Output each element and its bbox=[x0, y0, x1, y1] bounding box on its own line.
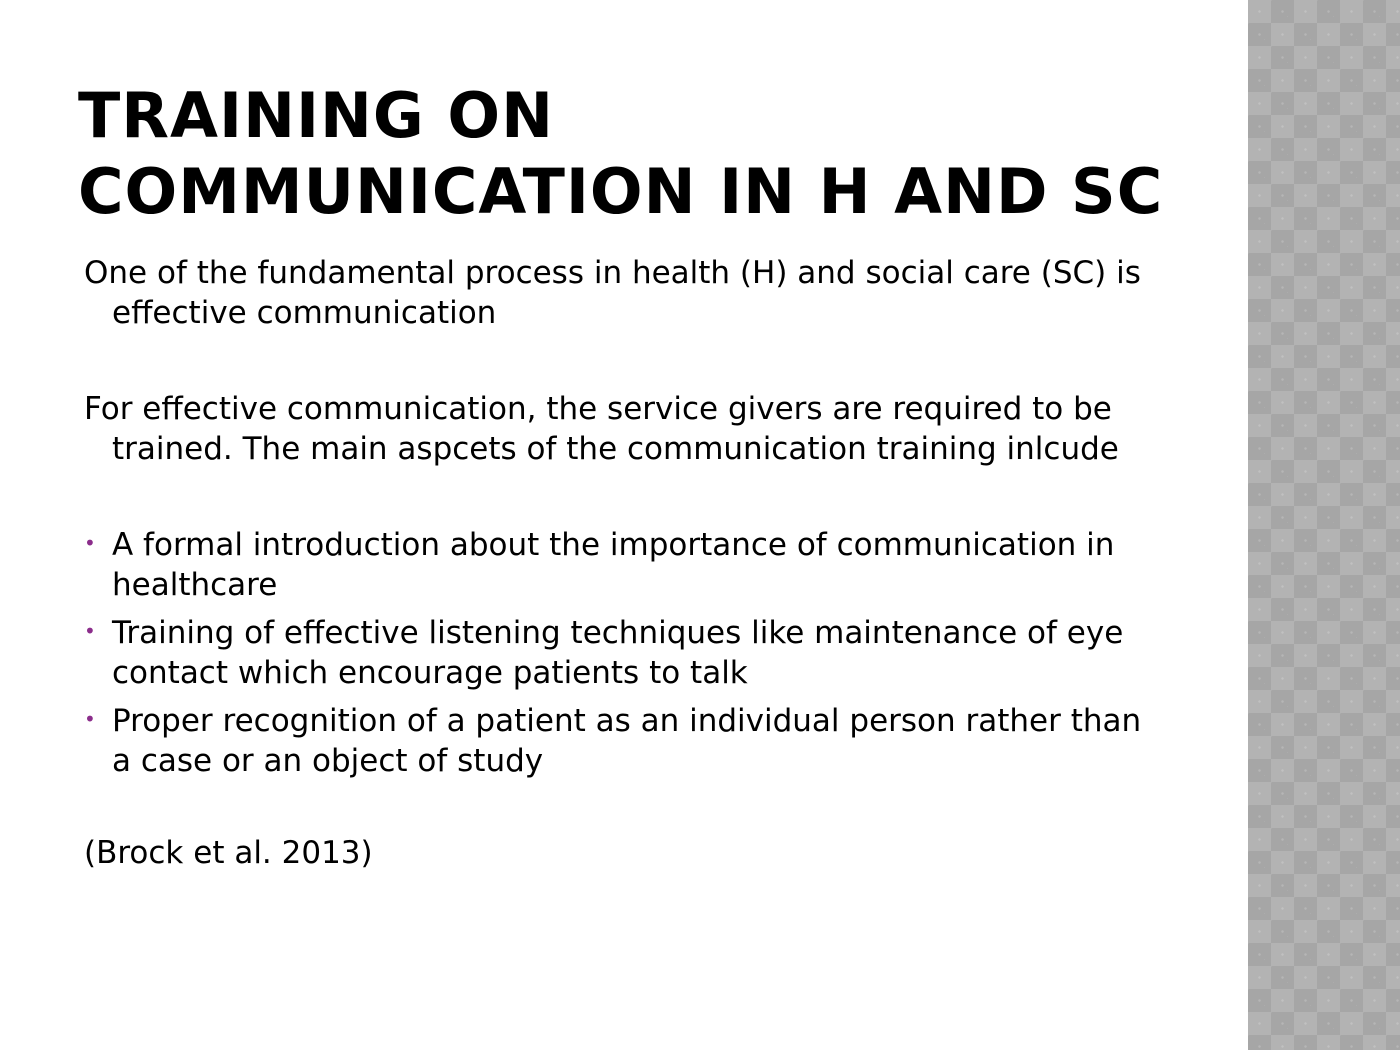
title-line-2: COMMUNICATION IN H AND SC bbox=[78, 155, 1164, 228]
slide-title bbox=[78, 78, 1228, 230]
title-line-1: TRAINING ON bbox=[78, 79, 554, 152]
bullet-item bbox=[84, 525, 1144, 605]
bullet-text: Training of effective listening techniques like maintenance of eye contact which encourage patients to talk bbox=[112, 615, 1124, 691]
bullet-item bbox=[84, 613, 1144, 693]
bullet-text: A formal introduction about the importance of communication in healthcare bbox=[112, 527, 1115, 603]
body-paragraph: One of the fundamental process in health (H) and social care (SC) is effective communication bbox=[84, 255, 1141, 331]
bullet-icon: • bbox=[84, 619, 96, 643]
citation: (Brock et al. 2013) bbox=[84, 835, 373, 871]
bullet-icon: • bbox=[84, 531, 96, 555]
decorative-side-pattern bbox=[1248, 0, 1400, 1050]
bullet-icon: • bbox=[84, 707, 96, 731]
bullet-item bbox=[84, 701, 1144, 781]
slide-body bbox=[84, 253, 1144, 873]
body-paragraph: For effective communication, the service givers are required to be trained. The main aspcets of the communication training inlcude bbox=[84, 391, 1119, 467]
bullet-text: Proper recognition of a patient as an individual person rather than a case or an object of study bbox=[112, 703, 1142, 779]
bullet-list bbox=[84, 525, 1144, 781]
